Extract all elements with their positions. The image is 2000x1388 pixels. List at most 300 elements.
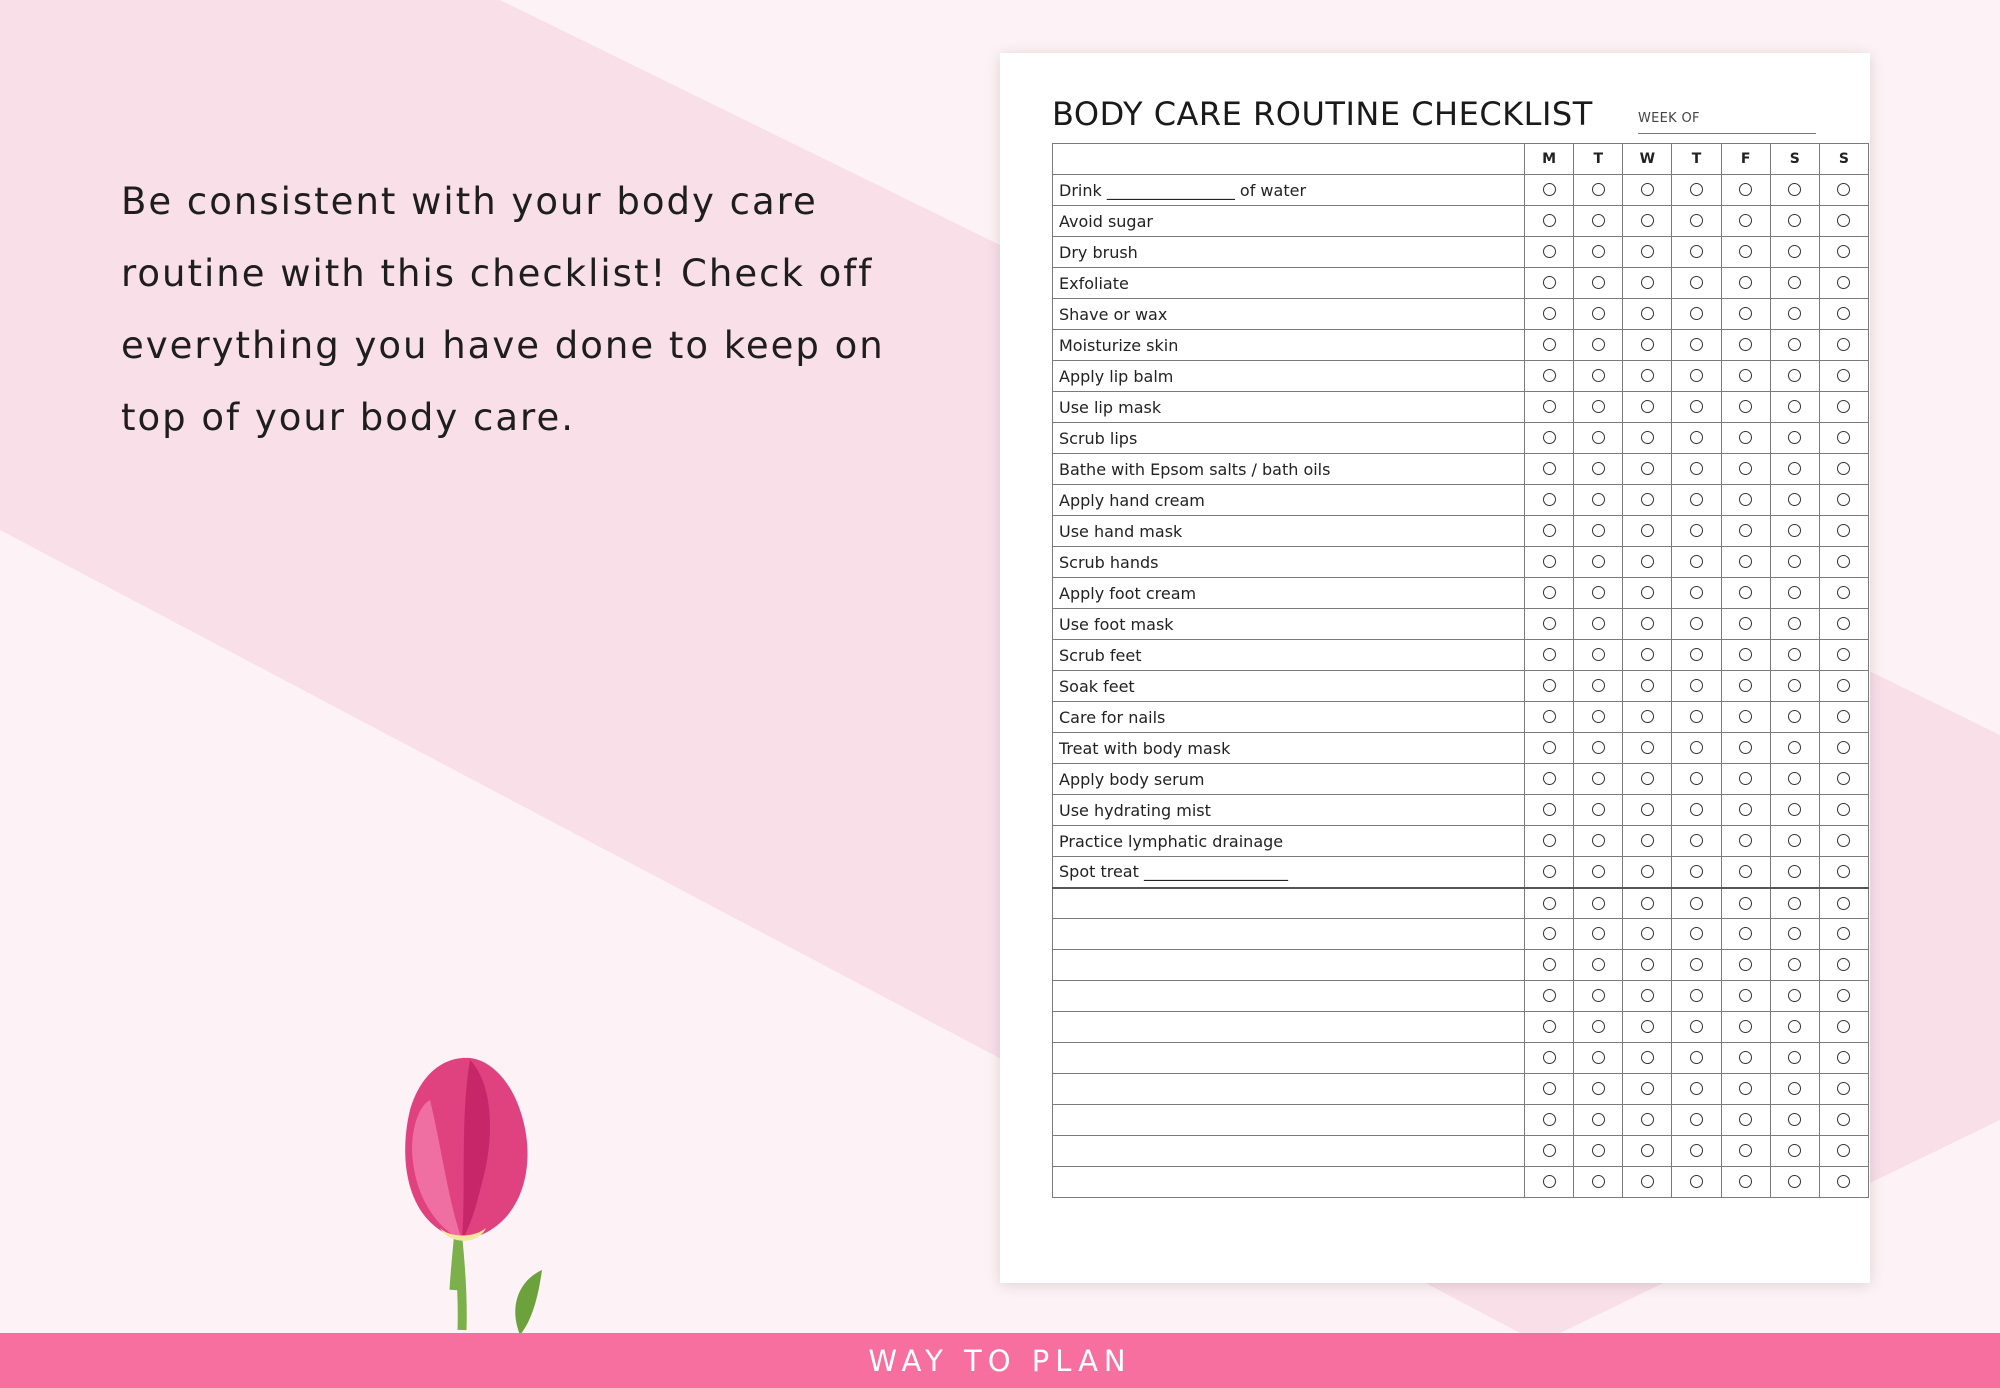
- circle-checkbox-icon[interactable]: [1543, 400, 1556, 413]
- circle-checkbox-icon[interactable]: [1592, 897, 1605, 910]
- circle-checkbox-icon[interactable]: [1641, 834, 1654, 847]
- circle-checkbox-icon[interactable]: [1739, 710, 1752, 723]
- circle-checkbox-icon[interactable]: [1641, 183, 1654, 196]
- circle-checkbox-icon[interactable]: [1592, 245, 1605, 258]
- circle-checkbox-icon[interactable]: [1837, 214, 1850, 227]
- circle-checkbox-icon[interactable]: [1543, 462, 1556, 475]
- circle-checkbox-icon[interactable]: [1543, 989, 1556, 1002]
- circle-checkbox-icon[interactable]: [1837, 741, 1850, 754]
- circle-checkbox-icon[interactable]: [1690, 803, 1703, 816]
- circle-checkbox-icon[interactable]: [1641, 524, 1654, 537]
- circle-checkbox-icon[interactable]: [1592, 865, 1605, 878]
- circle-checkbox-icon[interactable]: [1739, 803, 1752, 816]
- circle-checkbox-icon[interactable]: [1739, 897, 1752, 910]
- circle-checkbox-icon[interactable]: [1690, 989, 1703, 1002]
- day-cell: [1525, 361, 1574, 392]
- day-cell: [1770, 609, 1819, 640]
- circle-checkbox-icon[interactable]: [1641, 927, 1654, 940]
- circle-checkbox-icon[interactable]: [1739, 617, 1752, 630]
- circle-checkbox-icon[interactable]: [1739, 338, 1752, 351]
- circle-checkbox-icon[interactable]: [1690, 245, 1703, 258]
- circle-checkbox-icon[interactable]: [1641, 586, 1654, 599]
- circle-checkbox-icon[interactable]: [1788, 307, 1801, 320]
- checklist-sheet: [1000, 53, 1870, 1283]
- circle-checkbox-icon[interactable]: [1837, 307, 1850, 320]
- task-label: Care for nails: [1053, 702, 1525, 733]
- circle-checkbox-icon[interactable]: [1788, 369, 1801, 382]
- circle-checkbox-icon[interactable]: [1739, 555, 1752, 568]
- day-cell: [1574, 795, 1623, 826]
- circle-checkbox-icon[interactable]: [1641, 276, 1654, 289]
- circle-checkbox-icon[interactable]: [1739, 1020, 1752, 1033]
- day-cell: [1770, 175, 1819, 206]
- day-cell: [1672, 671, 1721, 702]
- circle-checkbox-icon[interactable]: [1592, 772, 1605, 785]
- circle-checkbox-icon[interactable]: [1837, 648, 1850, 661]
- circle-checkbox-icon[interactable]: [1788, 214, 1801, 227]
- circle-checkbox-icon[interactable]: [1592, 369, 1605, 382]
- task-label: Drink ________________ of water: [1053, 175, 1525, 206]
- day-cell: [1770, 981, 1819, 1012]
- table-row: [1053, 919, 1869, 950]
- day-cell: [1721, 237, 1770, 268]
- day-cell: [1672, 1043, 1721, 1074]
- circle-checkbox-icon[interactable]: [1641, 1020, 1654, 1033]
- circle-checkbox-icon[interactable]: [1641, 865, 1654, 878]
- circle-checkbox-icon[interactable]: [1690, 865, 1703, 878]
- circle-checkbox-icon[interactable]: [1739, 1082, 1752, 1095]
- circle-checkbox-icon[interactable]: [1690, 307, 1703, 320]
- circle-checkbox-icon[interactable]: [1592, 617, 1605, 630]
- circle-checkbox-icon[interactable]: [1543, 617, 1556, 630]
- circle-checkbox-icon[interactable]: [1837, 1082, 1850, 1095]
- circle-checkbox-icon[interactable]: [1641, 710, 1654, 723]
- circle-checkbox-icon[interactable]: [1788, 1113, 1801, 1126]
- day-cell: [1574, 702, 1623, 733]
- circle-checkbox-icon[interactable]: [1690, 772, 1703, 785]
- day-cell: [1623, 454, 1672, 485]
- circle-checkbox-icon[interactable]: [1690, 214, 1703, 227]
- circle-checkbox-icon[interactable]: [1788, 679, 1801, 692]
- circle-checkbox-icon[interactable]: [1543, 245, 1556, 258]
- circle-checkbox-icon[interactable]: [1739, 1051, 1752, 1064]
- circle-checkbox-icon[interactable]: [1641, 1175, 1654, 1188]
- day-cell: [1574, 485, 1623, 516]
- circle-checkbox-icon[interactable]: [1739, 183, 1752, 196]
- week-of-field[interactable]: WEEK OF: [1638, 111, 1816, 134]
- circle-checkbox-icon[interactable]: [1641, 617, 1654, 630]
- circle-checkbox-icon[interactable]: [1641, 1082, 1654, 1095]
- circle-checkbox-icon[interactable]: [1837, 276, 1850, 289]
- circle-checkbox-icon[interactable]: [1837, 617, 1850, 630]
- circle-checkbox-icon[interactable]: [1690, 679, 1703, 692]
- circle-checkbox-icon[interactable]: [1641, 958, 1654, 971]
- circle-checkbox-icon[interactable]: [1837, 1175, 1850, 1188]
- table-header-row: [1053, 144, 1869, 175]
- task-label[interactable]: [1053, 1074, 1525, 1105]
- circle-checkbox-icon[interactable]: [1739, 1113, 1752, 1126]
- circle-checkbox-icon[interactable]: [1690, 927, 1703, 940]
- circle-checkbox-icon[interactable]: [1788, 834, 1801, 847]
- day-cell: [1770, 919, 1819, 950]
- circle-checkbox-icon[interactable]: [1788, 400, 1801, 413]
- circle-checkbox-icon[interactable]: [1788, 1144, 1801, 1157]
- circle-checkbox-icon[interactable]: [1788, 865, 1801, 878]
- circle-checkbox-icon[interactable]: [1837, 1051, 1850, 1064]
- circle-checkbox-icon[interactable]: [1739, 648, 1752, 661]
- circle-checkbox-icon[interactable]: [1739, 834, 1752, 847]
- task-label[interactable]: [1053, 981, 1525, 1012]
- day-cell: [1770, 764, 1819, 795]
- circle-checkbox-icon[interactable]: [1641, 555, 1654, 568]
- circle-checkbox-icon[interactable]: [1641, 679, 1654, 692]
- circle-checkbox-icon[interactable]: [1788, 897, 1801, 910]
- circle-checkbox-icon[interactable]: [1592, 989, 1605, 1002]
- circle-checkbox-icon[interactable]: [1641, 307, 1654, 320]
- circle-checkbox-icon[interactable]: [1592, 927, 1605, 940]
- task-label[interactable]: [1053, 1105, 1525, 1136]
- day-cell: [1672, 640, 1721, 671]
- circle-checkbox-icon[interactable]: [1641, 741, 1654, 754]
- circle-checkbox-icon[interactable]: [1543, 276, 1556, 289]
- circle-checkbox-icon[interactable]: [1641, 462, 1654, 475]
- circle-checkbox-icon[interactable]: [1543, 1175, 1556, 1188]
- circle-checkbox-icon[interactable]: [1543, 555, 1556, 568]
- task-label: Bathe with Epsom salts / bath oils: [1053, 454, 1525, 485]
- circle-checkbox-icon[interactable]: [1543, 958, 1556, 971]
- circle-checkbox-icon[interactable]: [1788, 1020, 1801, 1033]
- circle-checkbox-icon[interactable]: [1543, 524, 1556, 537]
- circle-checkbox-icon[interactable]: [1690, 648, 1703, 661]
- circle-checkbox-icon[interactable]: [1641, 493, 1654, 506]
- circle-checkbox-icon[interactable]: [1788, 989, 1801, 1002]
- task-label[interactable]: [1053, 950, 1525, 981]
- day-cell: [1574, 888, 1623, 919]
- circle-checkbox-icon[interactable]: [1837, 1020, 1850, 1033]
- circle-checkbox-icon[interactable]: [1543, 679, 1556, 692]
- circle-checkbox-icon[interactable]: [1788, 1175, 1801, 1188]
- circle-checkbox-icon[interactable]: [1837, 679, 1850, 692]
- task-label[interactable]: [1053, 1136, 1525, 1167]
- circle-checkbox-icon[interactable]: [1543, 834, 1556, 847]
- circle-checkbox-icon[interactable]: [1592, 1144, 1605, 1157]
- circle-checkbox-icon[interactable]: [1739, 586, 1752, 599]
- circle-checkbox-icon[interactable]: [1543, 1113, 1556, 1126]
- day-cell: [1672, 392, 1721, 423]
- day-cell: [1819, 361, 1868, 392]
- circle-checkbox-icon[interactable]: [1690, 338, 1703, 351]
- circle-checkbox-icon[interactable]: [1690, 1144, 1703, 1157]
- circle-checkbox-icon[interactable]: [1837, 555, 1850, 568]
- circle-checkbox-icon[interactable]: [1543, 927, 1556, 940]
- day-cell: [1770, 330, 1819, 361]
- circle-checkbox-icon[interactable]: [1641, 369, 1654, 382]
- circle-checkbox-icon[interactable]: [1837, 369, 1850, 382]
- task-label: Moisturize skin: [1053, 330, 1525, 361]
- circle-checkbox-icon[interactable]: [1788, 338, 1801, 351]
- circle-checkbox-icon[interactable]: [1788, 183, 1801, 196]
- task-label: Apply foot cream: [1053, 578, 1525, 609]
- circle-checkbox-icon[interactable]: [1837, 897, 1850, 910]
- circle-checkbox-icon[interactable]: [1739, 865, 1752, 878]
- day-cell: [1819, 888, 1868, 919]
- circle-checkbox-icon[interactable]: [1592, 710, 1605, 723]
- circle-checkbox-icon[interactable]: [1592, 803, 1605, 816]
- circle-checkbox-icon[interactable]: [1788, 1082, 1801, 1095]
- circle-checkbox-icon[interactable]: [1690, 1175, 1703, 1188]
- day-cell: [1721, 950, 1770, 981]
- day-cell: [1623, 950, 1672, 981]
- circle-checkbox-icon[interactable]: [1788, 772, 1801, 785]
- circle-checkbox-icon[interactable]: [1837, 524, 1850, 537]
- circle-checkbox-icon[interactable]: [1543, 1082, 1556, 1095]
- circle-checkbox-icon[interactable]: [1739, 276, 1752, 289]
- circle-checkbox-icon[interactable]: [1543, 307, 1556, 320]
- circle-checkbox-icon[interactable]: [1592, 493, 1605, 506]
- circle-checkbox-icon[interactable]: [1641, 400, 1654, 413]
- circle-checkbox-icon[interactable]: [1543, 586, 1556, 599]
- circle-checkbox-icon[interactable]: [1592, 307, 1605, 320]
- day-cell: [1574, 423, 1623, 454]
- circle-checkbox-icon[interactable]: [1739, 927, 1752, 940]
- circle-checkbox-icon[interactable]: [1690, 400, 1703, 413]
- circle-checkbox-icon[interactable]: [1592, 462, 1605, 475]
- circle-checkbox-icon[interactable]: [1788, 741, 1801, 754]
- circle-checkbox-icon[interactable]: [1739, 462, 1752, 475]
- task-label: Spot treat __________________: [1053, 857, 1525, 888]
- task-label[interactable]: [1053, 1043, 1525, 1074]
- circle-checkbox-icon[interactable]: [1739, 1175, 1752, 1188]
- circle-checkbox-icon[interactable]: [1543, 803, 1556, 816]
- circle-checkbox-icon[interactable]: [1641, 803, 1654, 816]
- circle-checkbox-icon[interactable]: [1543, 214, 1556, 227]
- circle-checkbox-icon[interactable]: [1788, 276, 1801, 289]
- circle-checkbox-icon[interactable]: [1543, 1144, 1556, 1157]
- circle-checkbox-icon[interactable]: [1690, 741, 1703, 754]
- day-cell: [1574, 1136, 1623, 1167]
- circle-checkbox-icon[interactable]: [1543, 865, 1556, 878]
- circle-checkbox-icon[interactable]: [1690, 1020, 1703, 1033]
- circle-checkbox-icon[interactable]: [1543, 431, 1556, 444]
- circle-checkbox-icon[interactable]: [1690, 1082, 1703, 1095]
- circle-checkbox-icon[interactable]: [1690, 555, 1703, 568]
- circle-checkbox-icon[interactable]: [1739, 524, 1752, 537]
- circle-checkbox-icon[interactable]: [1788, 462, 1801, 475]
- circle-checkbox-icon[interactable]: [1690, 897, 1703, 910]
- circle-checkbox-icon[interactable]: [1837, 1113, 1850, 1126]
- task-label[interactable]: [1053, 1167, 1525, 1198]
- day-cell: [1672, 981, 1721, 1012]
- table-row: [1053, 671, 1869, 702]
- circle-checkbox-icon[interactable]: [1739, 493, 1752, 506]
- circle-checkbox-icon[interactable]: [1641, 338, 1654, 351]
- circle-checkbox-icon[interactable]: [1543, 741, 1556, 754]
- circle-checkbox-icon[interactable]: [1739, 214, 1752, 227]
- day-cell: [1525, 609, 1574, 640]
- circle-checkbox-icon[interactable]: [1788, 958, 1801, 971]
- circle-checkbox-icon[interactable]: [1641, 1051, 1654, 1064]
- day-cell: [1819, 423, 1868, 454]
- circle-checkbox-icon[interactable]: [1592, 1051, 1605, 1064]
- circle-checkbox-icon[interactable]: [1690, 276, 1703, 289]
- circle-checkbox-icon[interactable]: [1592, 1113, 1605, 1126]
- day-cell: [1721, 206, 1770, 237]
- circle-checkbox-icon[interactable]: [1543, 648, 1556, 661]
- circle-checkbox-icon[interactable]: [1641, 245, 1654, 258]
- circle-checkbox-icon[interactable]: [1641, 214, 1654, 227]
- circle-checkbox-icon[interactable]: [1641, 1144, 1654, 1157]
- circle-checkbox-icon[interactable]: [1837, 865, 1850, 878]
- circle-checkbox-icon[interactable]: [1543, 897, 1556, 910]
- circle-checkbox-icon[interactable]: [1837, 1144, 1850, 1157]
- day-cell: [1672, 733, 1721, 764]
- circle-checkbox-icon[interactable]: [1690, 710, 1703, 723]
- task-label: Treat with body mask: [1053, 733, 1525, 764]
- circle-checkbox-icon[interactable]: [1837, 245, 1850, 258]
- circle-checkbox-icon[interactable]: [1592, 276, 1605, 289]
- circle-checkbox-icon[interactable]: [1690, 431, 1703, 444]
- day-cell: [1721, 268, 1770, 299]
- circle-checkbox-icon[interactable]: [1788, 586, 1801, 599]
- task-label: Shave or wax: [1053, 299, 1525, 330]
- circle-checkbox-icon[interactable]: [1592, 741, 1605, 754]
- circle-checkbox-icon[interactable]: [1690, 834, 1703, 847]
- circle-checkbox-icon[interactable]: [1788, 803, 1801, 816]
- circle-checkbox-icon[interactable]: [1592, 524, 1605, 537]
- circle-checkbox-icon[interactable]: [1543, 369, 1556, 382]
- task-label[interactable]: [1053, 919, 1525, 950]
- day-cell: [1574, 640, 1623, 671]
- circle-checkbox-icon[interactable]: [1592, 400, 1605, 413]
- circle-checkbox-icon[interactable]: [1641, 1113, 1654, 1126]
- circle-checkbox-icon[interactable]: [1788, 493, 1801, 506]
- circle-checkbox-icon[interactable]: [1788, 927, 1801, 940]
- circle-checkbox-icon[interactable]: [1739, 741, 1752, 754]
- circle-checkbox-icon[interactable]: [1641, 431, 1654, 444]
- circle-checkbox-icon[interactable]: [1837, 586, 1850, 599]
- circle-checkbox-icon[interactable]: [1837, 431, 1850, 444]
- day-cell: [1672, 764, 1721, 795]
- table-row: [1053, 361, 1869, 392]
- circle-checkbox-icon[interactable]: [1543, 183, 1556, 196]
- circle-checkbox-icon[interactable]: [1592, 555, 1605, 568]
- circle-checkbox-icon[interactable]: [1690, 369, 1703, 382]
- circle-checkbox-icon[interactable]: [1690, 183, 1703, 196]
- day-cell: [1623, 1136, 1672, 1167]
- circle-checkbox-icon[interactable]: [1543, 493, 1556, 506]
- day-cell: [1623, 1012, 1672, 1043]
- day-cell: [1525, 299, 1574, 330]
- circle-checkbox-icon[interactable]: [1739, 369, 1752, 382]
- circle-checkbox-icon[interactable]: [1690, 617, 1703, 630]
- circle-checkbox-icon[interactable]: [1788, 648, 1801, 661]
- circle-checkbox-icon[interactable]: [1837, 803, 1850, 816]
- circle-checkbox-icon[interactable]: [1837, 958, 1850, 971]
- circle-checkbox-icon[interactable]: [1592, 338, 1605, 351]
- circle-checkbox-icon[interactable]: [1690, 524, 1703, 537]
- circle-checkbox-icon[interactable]: [1788, 431, 1801, 444]
- circle-checkbox-icon[interactable]: [1592, 586, 1605, 599]
- circle-checkbox-icon[interactable]: [1543, 1020, 1556, 1033]
- task-label: Scrub feet: [1053, 640, 1525, 671]
- circle-checkbox-icon[interactable]: [1543, 710, 1556, 723]
- day-cell: [1525, 237, 1574, 268]
- circle-checkbox-icon[interactable]: [1837, 927, 1850, 940]
- circle-checkbox-icon[interactable]: [1837, 183, 1850, 196]
- circle-checkbox-icon[interactable]: [1788, 1051, 1801, 1064]
- circle-checkbox-icon[interactable]: [1837, 338, 1850, 351]
- circle-checkbox-icon[interactable]: [1592, 1082, 1605, 1095]
- circle-checkbox-icon[interactable]: [1837, 400, 1850, 413]
- circle-checkbox-icon[interactable]: [1592, 431, 1605, 444]
- circle-checkbox-icon[interactable]: [1592, 834, 1605, 847]
- circle-checkbox-icon[interactable]: [1837, 493, 1850, 506]
- circle-checkbox-icon[interactable]: [1592, 958, 1605, 971]
- circle-checkbox-icon[interactable]: [1739, 400, 1752, 413]
- day-cell: [1574, 206, 1623, 237]
- circle-checkbox-icon[interactable]: [1837, 834, 1850, 847]
- circle-checkbox-icon[interactable]: [1592, 214, 1605, 227]
- task-label[interactable]: [1053, 1012, 1525, 1043]
- circle-checkbox-icon[interactable]: [1543, 772, 1556, 785]
- circle-checkbox-icon[interactable]: [1690, 1051, 1703, 1064]
- circle-checkbox-icon[interactable]: [1837, 772, 1850, 785]
- circle-checkbox-icon[interactable]: [1543, 338, 1556, 351]
- circle-checkbox-icon[interactable]: [1592, 183, 1605, 196]
- circle-checkbox-icon[interactable]: [1739, 431, 1752, 444]
- day-cell: [1525, 268, 1574, 299]
- day-cell: [1770, 423, 1819, 454]
- circle-checkbox-icon[interactable]: [1690, 493, 1703, 506]
- circle-checkbox-icon[interactable]: [1592, 1175, 1605, 1188]
- day-cell: [1721, 361, 1770, 392]
- circle-checkbox-icon[interactable]: [1739, 989, 1752, 1002]
- circle-checkbox-icon[interactable]: [1739, 1144, 1752, 1157]
- circle-checkbox-icon[interactable]: [1837, 989, 1850, 1002]
- circle-checkbox-icon[interactable]: [1788, 710, 1801, 723]
- circle-checkbox-icon[interactable]: [1690, 958, 1703, 971]
- day-cell: [1770, 1105, 1819, 1136]
- circle-checkbox-icon[interactable]: [1788, 524, 1801, 537]
- circle-checkbox-icon[interactable]: [1592, 679, 1605, 692]
- circle-checkbox-icon[interactable]: [1788, 617, 1801, 630]
- circle-checkbox-icon[interactable]: [1641, 989, 1654, 1002]
- task-label[interactable]: [1053, 888, 1525, 919]
- circle-checkbox-icon[interactable]: [1739, 245, 1752, 258]
- circle-checkbox-icon[interactable]: [1641, 648, 1654, 661]
- day-header: T: [1672, 144, 1721, 175]
- circle-checkbox-icon[interactable]: [1690, 586, 1703, 599]
- circle-checkbox-icon[interactable]: [1739, 679, 1752, 692]
- circle-checkbox-icon[interactable]: [1690, 462, 1703, 475]
- table-row: [1053, 857, 1869, 888]
- day-cell: [1770, 1074, 1819, 1105]
- circle-checkbox-icon[interactable]: [1788, 245, 1801, 258]
- circle-checkbox-icon[interactable]: [1837, 462, 1850, 475]
- circle-checkbox-icon[interactable]: [1641, 772, 1654, 785]
- circle-checkbox-icon[interactable]: [1543, 1051, 1556, 1064]
- circle-checkbox-icon[interactable]: [1739, 772, 1752, 785]
- circle-checkbox-icon[interactable]: [1641, 897, 1654, 910]
- circle-checkbox-icon[interactable]: [1837, 710, 1850, 723]
- circle-checkbox-icon[interactable]: [1739, 958, 1752, 971]
- circle-checkbox-icon[interactable]: [1690, 1113, 1703, 1126]
- day-cell: [1623, 361, 1672, 392]
- circle-checkbox-icon[interactable]: [1788, 555, 1801, 568]
- circle-checkbox-icon[interactable]: [1592, 1020, 1605, 1033]
- circle-checkbox-icon[interactable]: [1592, 648, 1605, 661]
- circle-checkbox-icon[interactable]: [1739, 307, 1752, 320]
